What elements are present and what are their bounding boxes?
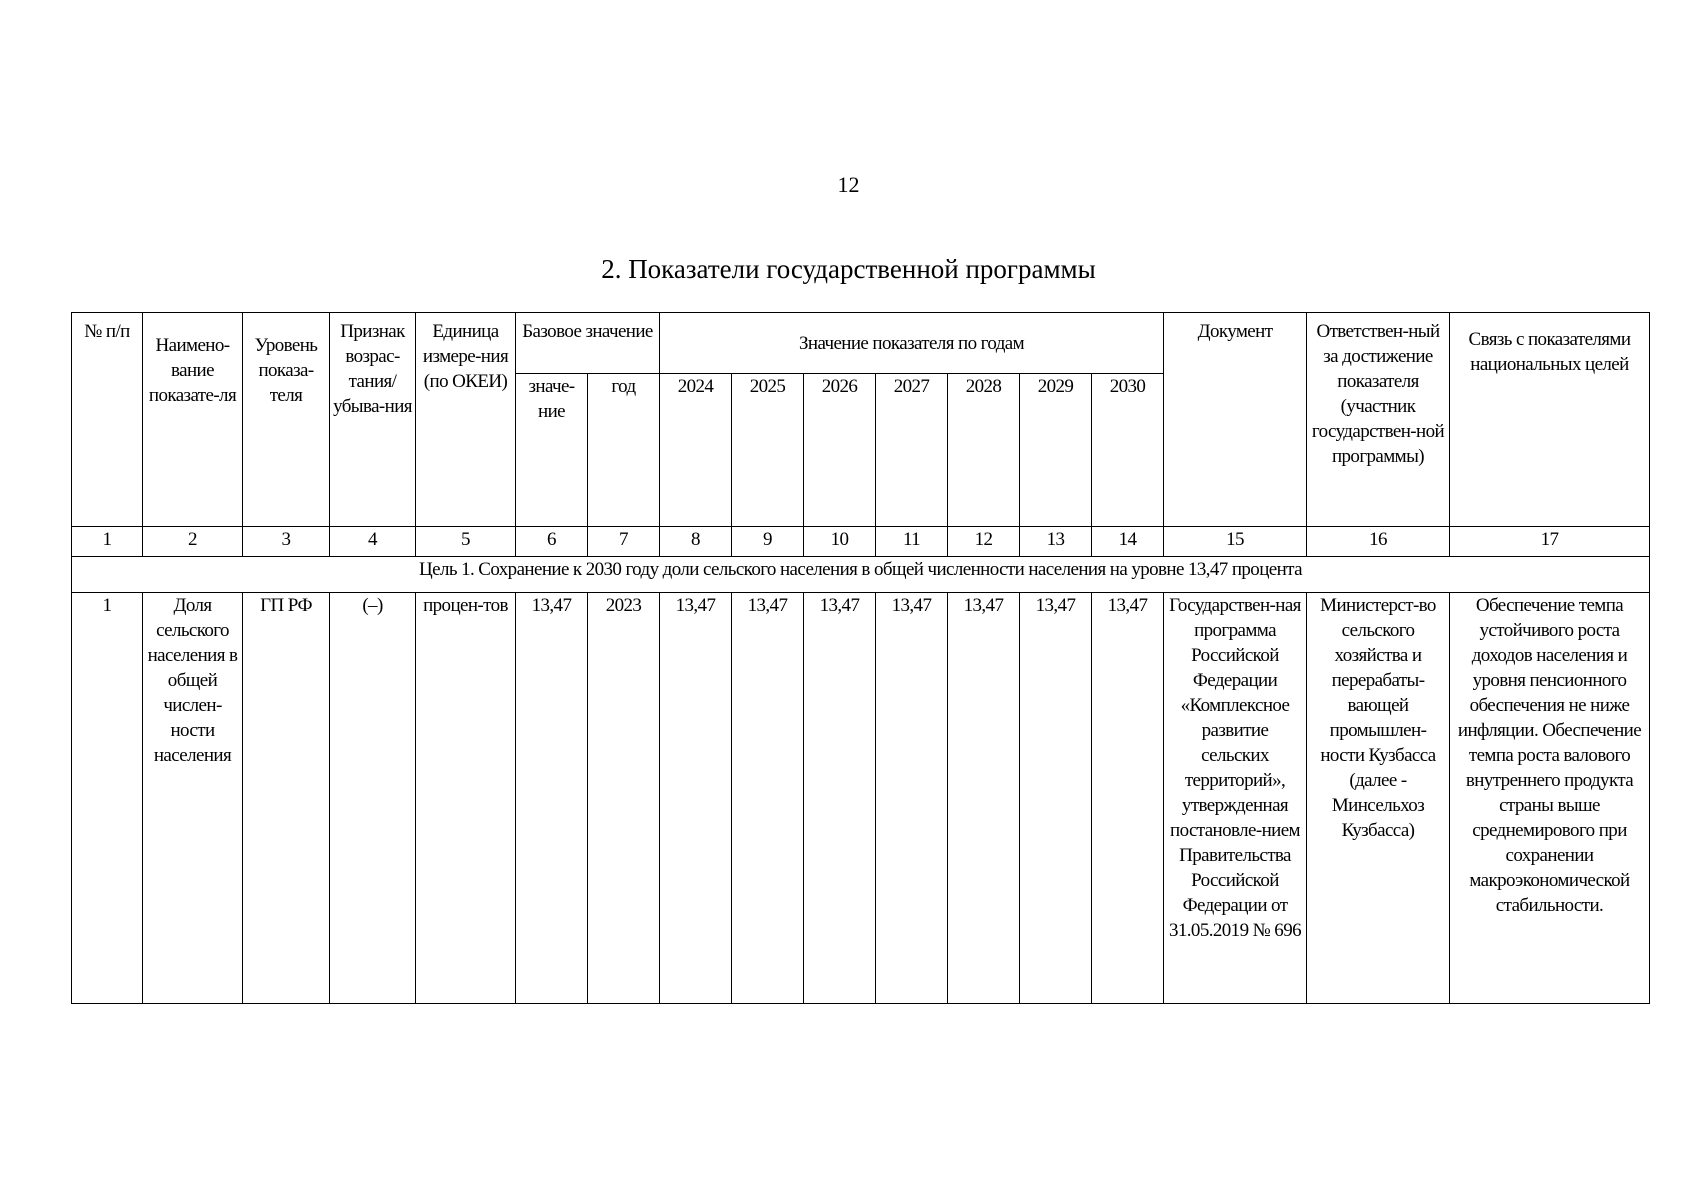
header-unit: Единица измере-ния (по ОКЕИ): [416, 313, 516, 527]
table-row: [72, 593, 1650, 1004]
column-numbers-row: [72, 527, 1650, 557]
header-year: 2029: [1020, 374, 1092, 527]
column-number: 12: [948, 527, 1020, 557]
column-number: 3: [243, 527, 330, 557]
row-trend: (–): [330, 593, 416, 1004]
column-number: 6: [516, 527, 588, 557]
column-number: 14: [1092, 527, 1164, 557]
column-number: 7: [588, 527, 660, 557]
header-year: 2028: [948, 374, 1020, 527]
header-year: 2024: [660, 374, 732, 527]
header-link: Связь с показателями национальных целей: [1450, 313, 1650, 527]
row-value: 13,47: [804, 593, 876, 1004]
row-value: 13,47: [1020, 593, 1092, 1004]
column-number: 9: [732, 527, 804, 557]
column-number: 13: [1020, 527, 1092, 557]
row-value: 13,47: [948, 593, 1020, 1004]
header-trend: Признак возрас-тания/ убыва-ния: [330, 313, 416, 527]
header-base-value: значе-ние: [516, 374, 588, 527]
goal-text: Цель 1. Сохранение к 2030 году доли сельского населения в общей численности населения на уровне 13,47 процента: [72, 557, 1650, 593]
column-number: 11: [876, 527, 948, 557]
column-number: 8: [660, 527, 732, 557]
column-number: 17: [1450, 527, 1650, 557]
column-number: 2: [143, 527, 243, 557]
row-unit: процен-тов: [416, 593, 516, 1004]
header-year: 2027: [876, 374, 948, 527]
row-base-year: 2023: [588, 593, 660, 1004]
goal-row: [72, 557, 1650, 593]
row-document: Государствен-ная программа Российской Федерации «Комплексное развитие сельских территорий», утвержденная постановле-нием Правительства Российской Федерации от 31.05.2019 № 696: [1164, 593, 1307, 1004]
column-number: 10: [804, 527, 876, 557]
header-base-year: год: [588, 374, 660, 527]
page-title: 2. Показатели государственной программы: [601, 254, 1096, 284]
header-year: 2030: [1092, 374, 1164, 527]
header-year: 2026: [804, 374, 876, 527]
row-value: 13,47: [732, 593, 804, 1004]
header-years-group: Значение показателя по годам: [660, 313, 1164, 374]
header-year: 2025: [732, 374, 804, 527]
row-name: Доля сельского населения в общей числен-ности населения: [143, 593, 243, 1004]
column-number: 16: [1307, 527, 1450, 557]
header-num: № п/п: [72, 313, 143, 527]
row-value: 13,47: [1092, 593, 1164, 1004]
row-value: 13,47: [660, 593, 732, 1004]
row-link: Обеспечение темпа устойчивого роста доходов населения и уровня пенсионного обеспечения не ниже инфляции. Обеспечение темпа роста валового внутреннего продукта страны выше среднемирового при сохранении макроэкономической стабильности.: [1450, 593, 1650, 1004]
column-number: 1: [72, 527, 143, 557]
indicators-table: [71, 312, 1650, 1004]
row-level: ГП РФ: [243, 593, 330, 1004]
row-value: 13,47: [876, 593, 948, 1004]
header-level: Уровень показа-теля: [243, 313, 330, 527]
row-responsible: Министерст-во сельского хозяйства и перерабаты-вающей промышлен-ности Кузбасса (далее - Минсельхоз Кузбасса): [1307, 593, 1450, 1004]
header-responsible: Ответствен-ный за достижение показателя (участник государствен-ной программы): [1307, 313, 1450, 527]
column-number: 15: [1164, 527, 1307, 557]
page-number: 12: [837, 172, 860, 197]
column-number: 4: [330, 527, 416, 557]
header-name: Наимено-вание показате-ля: [143, 313, 243, 527]
header-row: [72, 313, 1650, 374]
column-number: 5: [416, 527, 516, 557]
row-num: 1: [72, 593, 143, 1004]
row-base-value: 13,47: [516, 593, 588, 1004]
header-document: Документ: [1164, 313, 1307, 527]
header-base-group: Базовое значение: [516, 313, 660, 374]
